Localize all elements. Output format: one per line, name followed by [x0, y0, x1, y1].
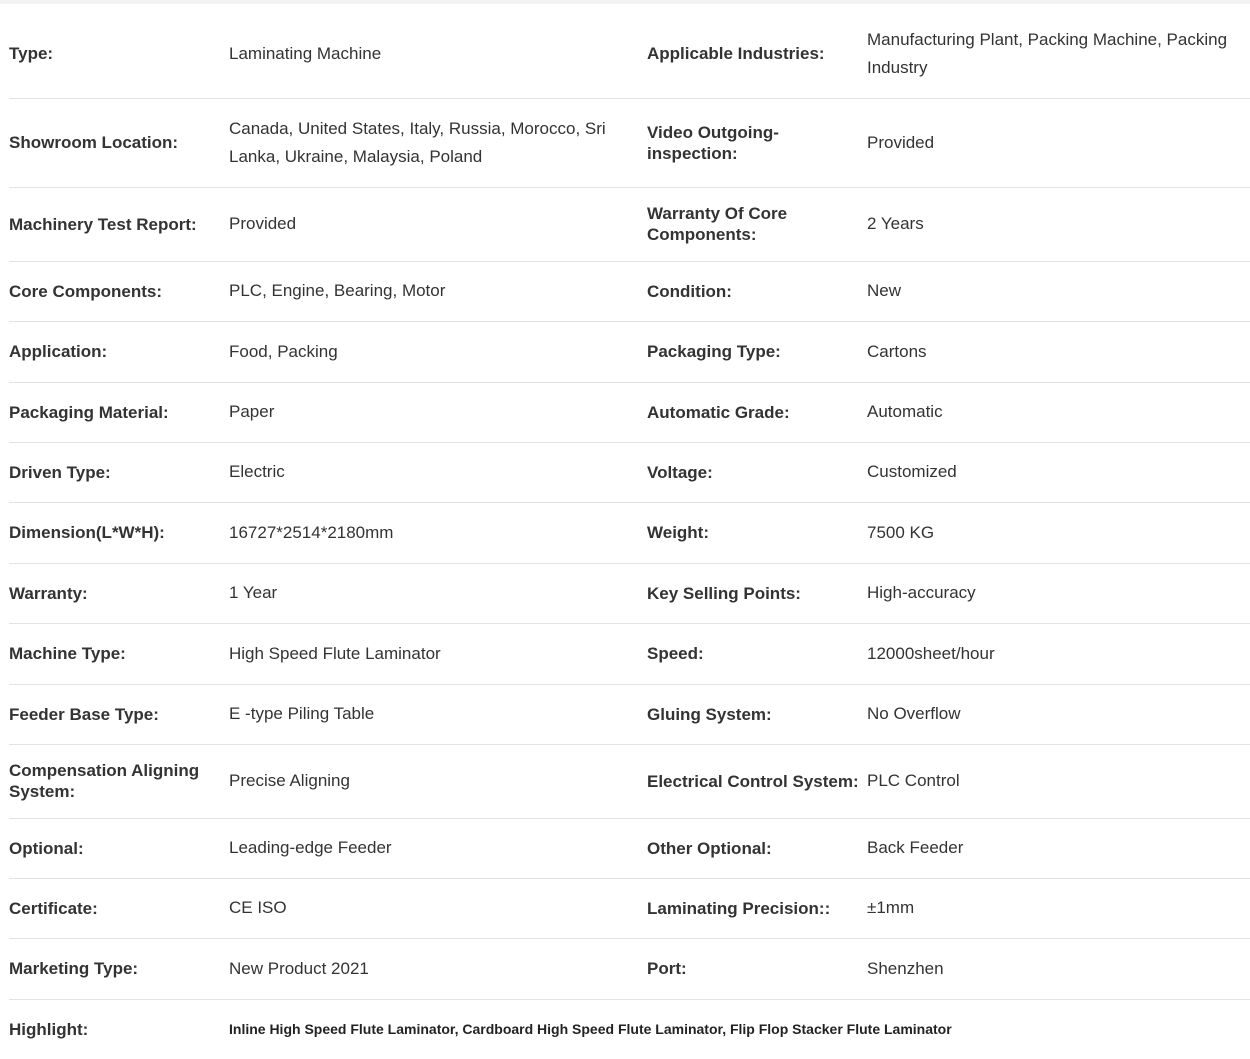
spec-value: High Speed Flute Laminator — [229, 623, 647, 684]
spec-label: Feeder Base Type: — [9, 684, 229, 744]
spec-value: Customized — [867, 442, 1250, 502]
spec-value: Precise Aligning — [229, 744, 647, 818]
spec-value: E -type Piling Table — [229, 684, 647, 744]
spec-value: Manufacturing Plant, Packing Machine, Packing Industry — [867, 10, 1250, 98]
specification-table — [9, 10, 1250, 1059]
highlight-item: Inline High Speed Flute Laminator — [229, 1021, 455, 1038]
highlight-item: Flip Flop Stacker Flute Laminator — [729, 1021, 952, 1038]
spec-label: Type: — [9, 10, 229, 98]
table-row — [9, 684, 1250, 744]
spec-value: PLC Control — [867, 744, 1250, 818]
spec-label: Warranty Of Core Components: — [647, 187, 867, 261]
spec-label: Packaging Material: — [9, 382, 229, 442]
highlight-values — [229, 999, 1250, 1059]
spec-value: New Product 2021 — [229, 938, 647, 999]
spec-value: ±1mm — [867, 878, 1250, 938]
spec-value: Leading-edge Feeder — [229, 818, 647, 878]
table-row — [9, 321, 1250, 382]
spec-value: 7500 KG — [867, 502, 1250, 563]
spec-value: Back Feeder — [867, 818, 1250, 878]
spec-value: Laminating Machine — [229, 10, 647, 98]
spec-value: Shenzhen — [867, 938, 1250, 999]
spec-label: Certificate: — [9, 878, 229, 938]
spec-label: Warranty: — [9, 563, 229, 623]
table-row — [9, 938, 1250, 999]
spec-label: Application: — [9, 321, 229, 382]
spec-label: Key Selling Points: — [647, 563, 867, 623]
highlight-item: Cardboard High Speed Flute Laminator — [462, 1021, 723, 1038]
table-row — [9, 261, 1250, 321]
spec-label: Driven Type: — [9, 442, 229, 502]
table-row — [9, 623, 1250, 684]
spec-value: Canada, United States, Italy, Russia, Morocco, Sri Lanka, Ukraine, Malaysia, Poland — [229, 98, 647, 187]
spec-label: Gluing System: — [647, 684, 867, 744]
spec-label: Dimension(L*W*H): — [9, 502, 229, 563]
spec-value: 16727*2514*2180mm — [229, 502, 647, 563]
spec-label: Other Optional: — [647, 818, 867, 878]
highlight-separator: , — [454, 1021, 463, 1038]
spec-value: PLC, Engine, Bearing, Motor — [229, 261, 647, 321]
spec-label: Automatic Grade: — [647, 382, 867, 442]
spec-value: Provided — [867, 98, 1250, 187]
spec-value: New — [867, 261, 1250, 321]
table-row — [9, 563, 1250, 623]
table-row — [9, 878, 1250, 938]
spec-label: Applicable Industries: — [647, 10, 867, 98]
spec-label: Weight: — [647, 502, 867, 563]
spec-value: Automatic — [867, 382, 1250, 442]
highlight-row — [9, 999, 1250, 1059]
spec-label: Machine Type: — [9, 623, 229, 684]
spec-value: Food, Packing — [229, 321, 647, 382]
table-row — [9, 744, 1250, 818]
spec-label: Video Outgoing-inspection: — [647, 98, 867, 187]
spec-value: Electric — [229, 442, 647, 502]
spec-value: Provided — [229, 187, 647, 261]
spec-label: Machinery Test Report: — [9, 187, 229, 261]
top-divider — [0, 0, 1250, 4]
highlight-label: Highlight: — [9, 1019, 89, 1039]
spec-label: Showroom Location: — [9, 98, 229, 187]
spec-label: Laminating Precision:: — [647, 878, 867, 938]
spec-value: 1 Year — [229, 563, 647, 623]
spec-value: No Overflow — [867, 684, 1250, 744]
spec-label: Voltage: — [647, 442, 867, 502]
spec-value: Paper — [229, 382, 647, 442]
spec-value: High-accuracy — [867, 563, 1250, 623]
highlight-separator: , — [722, 1021, 730, 1038]
spec-value: 12000sheet/hour — [867, 623, 1250, 684]
spec-label: Port: — [647, 938, 867, 999]
table-row — [9, 442, 1250, 502]
table-row — [9, 818, 1250, 878]
spec-label: Electrical Control System: — [647, 744, 867, 818]
spec-value: 2 Years — [867, 187, 1250, 261]
spec-label: Core Components: — [9, 261, 229, 321]
table-row — [9, 10, 1250, 98]
spec-value: Cartons — [867, 321, 1250, 382]
table-row — [9, 382, 1250, 442]
spec-label: Marketing Type: — [9, 938, 229, 999]
table-row — [9, 187, 1250, 261]
spec-label: Optional: — [9, 818, 229, 878]
spec-value: CE ISO — [229, 878, 647, 938]
table-row — [9, 502, 1250, 563]
table-row — [9, 98, 1250, 187]
spec-label: Speed: — [647, 623, 867, 684]
spec-label: Packaging Type: — [647, 321, 867, 382]
spec-label: Condition: — [647, 261, 867, 321]
spec-label: Compensation Aligning System: — [9, 744, 229, 818]
